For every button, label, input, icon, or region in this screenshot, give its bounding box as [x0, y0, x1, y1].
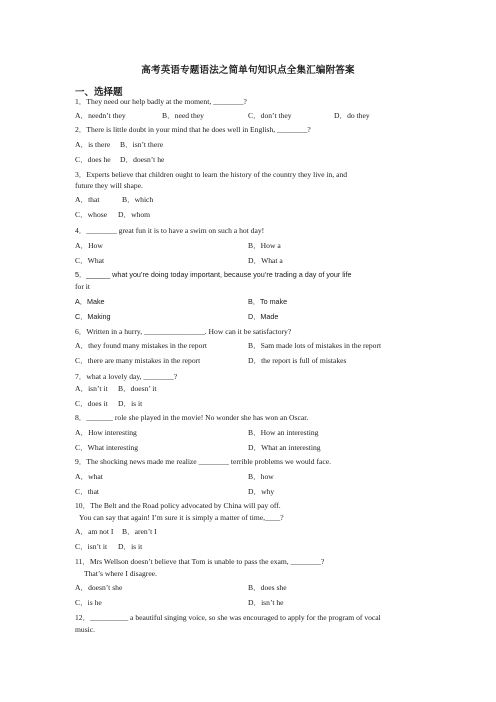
answer-option: D．why	[248, 487, 275, 496]
answer-option: A．Make	[75, 297, 105, 306]
question-text: music.	[75, 625, 96, 634]
document-title: 高考英语专题语法之简单句知识点全集汇编附答案	[141, 66, 355, 76]
answer-option: A．they found many mistakes in the report	[75, 341, 208, 350]
answer-option: D．doesn’t he	[120, 155, 165, 164]
answer-option: D．isn’t he	[248, 598, 284, 607]
answer-option: A．How interesting	[75, 428, 137, 437]
answer-option: A．isn’t it	[75, 384, 108, 393]
answer-option: C．What	[75, 256, 105, 265]
question-text: 3．Experts believe that children ought to learn the history of the country they live in, and	[75, 170, 348, 179]
answer-option: D．What an interesting	[248, 443, 321, 452]
answer-option: B．How a	[248, 241, 281, 250]
answer-option: C．is he	[75, 598, 102, 607]
answer-option: D．is it	[118, 399, 143, 408]
answer-option: B．aren’t I	[122, 527, 157, 536]
answer-option: B．how	[248, 472, 274, 481]
answer-option: C．that	[75, 487, 100, 496]
answer-option: B．does she	[248, 583, 287, 592]
question-text: 8．_______ role she played in the movie! No wonder she has won an Oscar.	[75, 413, 309, 422]
answer-option: C．don’t they	[248, 111, 292, 120]
answer-option: D．is it	[118, 542, 143, 551]
answer-option: B．need they	[162, 111, 204, 120]
question-text: That’s where I disagree.	[84, 569, 157, 578]
answer-option: A．needn’t they	[75, 111, 126, 120]
answer-option: C．there are many mistakes in the report	[75, 356, 201, 365]
question-text: 10．The Belt and the Road policy advocated by China will pay off.	[75, 501, 281, 510]
answer-option: D．whom	[118, 210, 151, 219]
section-heading: 一、选择题	[75, 88, 123, 98]
answer-option: B．which	[122, 195, 154, 204]
answer-option: C．whose	[75, 210, 108, 219]
question-text: 4．________ great fun it is to have a swim on such a hot day!	[75, 226, 265, 235]
answer-option: B．How an interesting	[248, 428, 319, 437]
question-text: 1．They need our help badly at the moment, ________?	[75, 97, 247, 106]
answer-option: C．isn’t it	[75, 542, 108, 551]
question-text: 12．__________ a beautiful singing voice, so she was encouraged to apply for the program of vocal	[75, 613, 381, 622]
answer-option: D．do they	[334, 111, 370, 120]
answer-option: C．does he	[75, 155, 111, 164]
question-text: 2．There is little doubt in your mind that he does well in English, ________?	[75, 125, 311, 134]
answer-option: D．the report is full of mistakes	[248, 356, 347, 365]
question-text: 11．Mrs Wellson doesn’t believe that Tom is unable to pass the exam, ________?	[75, 557, 325, 566]
answer-option: A．is there	[75, 140, 111, 149]
answer-option: D．What a	[248, 256, 283, 265]
question-text: 9．The shocking news made me realize ________ terrible problems we would face.	[75, 457, 331, 466]
question-text: 6．Written in a hurry, ________________. How can it be satisfactory?	[75, 327, 292, 336]
answer-option: A．that	[75, 195, 100, 204]
answer-option: C．What interesting	[75, 443, 139, 452]
answer-option: D．Made	[248, 312, 279, 321]
answer-option: A．doesn’t she	[75, 583, 123, 592]
answer-option: B．isn’t there	[120, 140, 164, 149]
question-text: You can say that again! I’m sure it is simply a matter of time,____?	[79, 513, 284, 522]
question-text: for it	[75, 282, 90, 291]
answer-option: A．am not I	[75, 527, 114, 536]
question-text: future they will shape.	[75, 181, 143, 190]
answer-option: C．Making	[75, 312, 111, 321]
answer-option: C．does it	[75, 399, 108, 408]
question-text: 7．what a lovely day, ________?	[75, 372, 178, 381]
answer-option: A．How	[75, 241, 103, 250]
answer-option: B．To make	[248, 297, 288, 306]
answer-option: B．Sam made lots of mistakes in the report	[248, 341, 382, 350]
answer-option: A．what	[75, 472, 103, 481]
answer-option: B．doesn’ it	[118, 384, 157, 393]
question-text: 5．______ what you’re doing today important, because you’re trading a day of your life	[75, 270, 352, 279]
